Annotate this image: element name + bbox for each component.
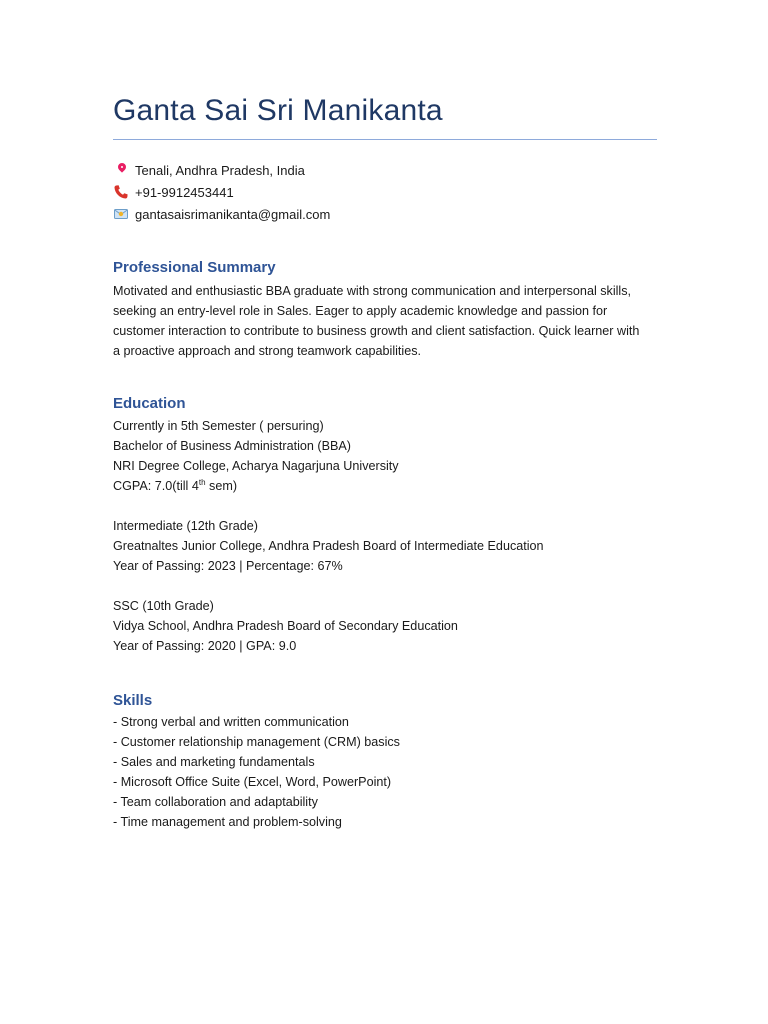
cgpa-superscript: th <box>198 477 206 487</box>
summary-line: Motivated and enthusiastic BBA graduate with strong communication and interpersonal skills, <box>113 284 632 298</box>
degree-program: Bachelor of Business Administration (BBA) <box>113 439 351 453</box>
section-title-skills: Skills <box>113 692 153 709</box>
section-title-education: Education <box>113 395 186 412</box>
intermediate-level: Intermediate (12th Grade) <box>113 519 258 533</box>
header-divider <box>113 139 657 140</box>
ssc-school: Vidya School, Andhra Pradesh Board of Secondary Education <box>113 619 458 633</box>
summary-line: customer interaction to contribute to business growth and client satisfaction. Quick learner with <box>113 324 640 338</box>
section-title-summary: Professional Summary <box>113 259 276 276</box>
skill-item: - Microsoft Office Suite (Excel, Word, PowerPoint) <box>113 775 392 789</box>
location-text: Tenali, Andhra Pradesh, India <box>135 162 305 178</box>
phone-icon <box>113 184 129 200</box>
skill-item: - Strong verbal and written communication <box>113 715 349 729</box>
degree-college: NRI Degree College, Acharya Nagarjuna University <box>113 459 399 473</box>
skill-item: - Sales and marketing fundamentals <box>113 755 315 769</box>
candidate-name: Ganta Sai Sri Manikanta <box>113 94 443 127</box>
intermediate-result: Year of Passing: 2023 | Percentage: 67% <box>113 559 343 573</box>
cgpa-prefix: CGPA: 7.0(till 4 <box>113 479 199 493</box>
pin-icon <box>113 162 129 178</box>
cgpa-suffix: sem) <box>205 479 238 493</box>
summary-paragraph <box>113 281 658 361</box>
email-icon <box>113 206 129 222</box>
skill-item: - Team collaboration and adaptability <box>113 795 318 809</box>
skill-item: - Customer relationship management (CRM) basics <box>113 735 400 749</box>
intermediate-college: Greatnaltes Junior College, Andhra Pradesh Board of Intermediate Education <box>113 539 544 553</box>
degree-status: Currently in 5th Semester ( persuring) <box>113 419 324 433</box>
contact-location <box>113 162 305 178</box>
phone-text: +91-9912453441 <box>135 184 234 200</box>
contact-email <box>113 206 330 222</box>
summary-line: seeking an entry-level role in Sales. Eager to apply academic knowledge and passion for <box>113 304 608 318</box>
ssc-level: SSC (10th Grade) <box>113 599 214 613</box>
summary-line: a proactive approach and strong teamwork capabilities. <box>113 344 422 358</box>
contact-phone <box>113 184 234 200</box>
ssc-result: Year of Passing: 2020 | GPA: 9.0 <box>113 639 297 653</box>
skill-item: - Time management and problem-solving <box>113 815 342 829</box>
email-link[interactable]: gantasaisrimanikanta@gmail.com <box>135 206 331 222</box>
degree-cgpa <box>113 479 237 493</box>
